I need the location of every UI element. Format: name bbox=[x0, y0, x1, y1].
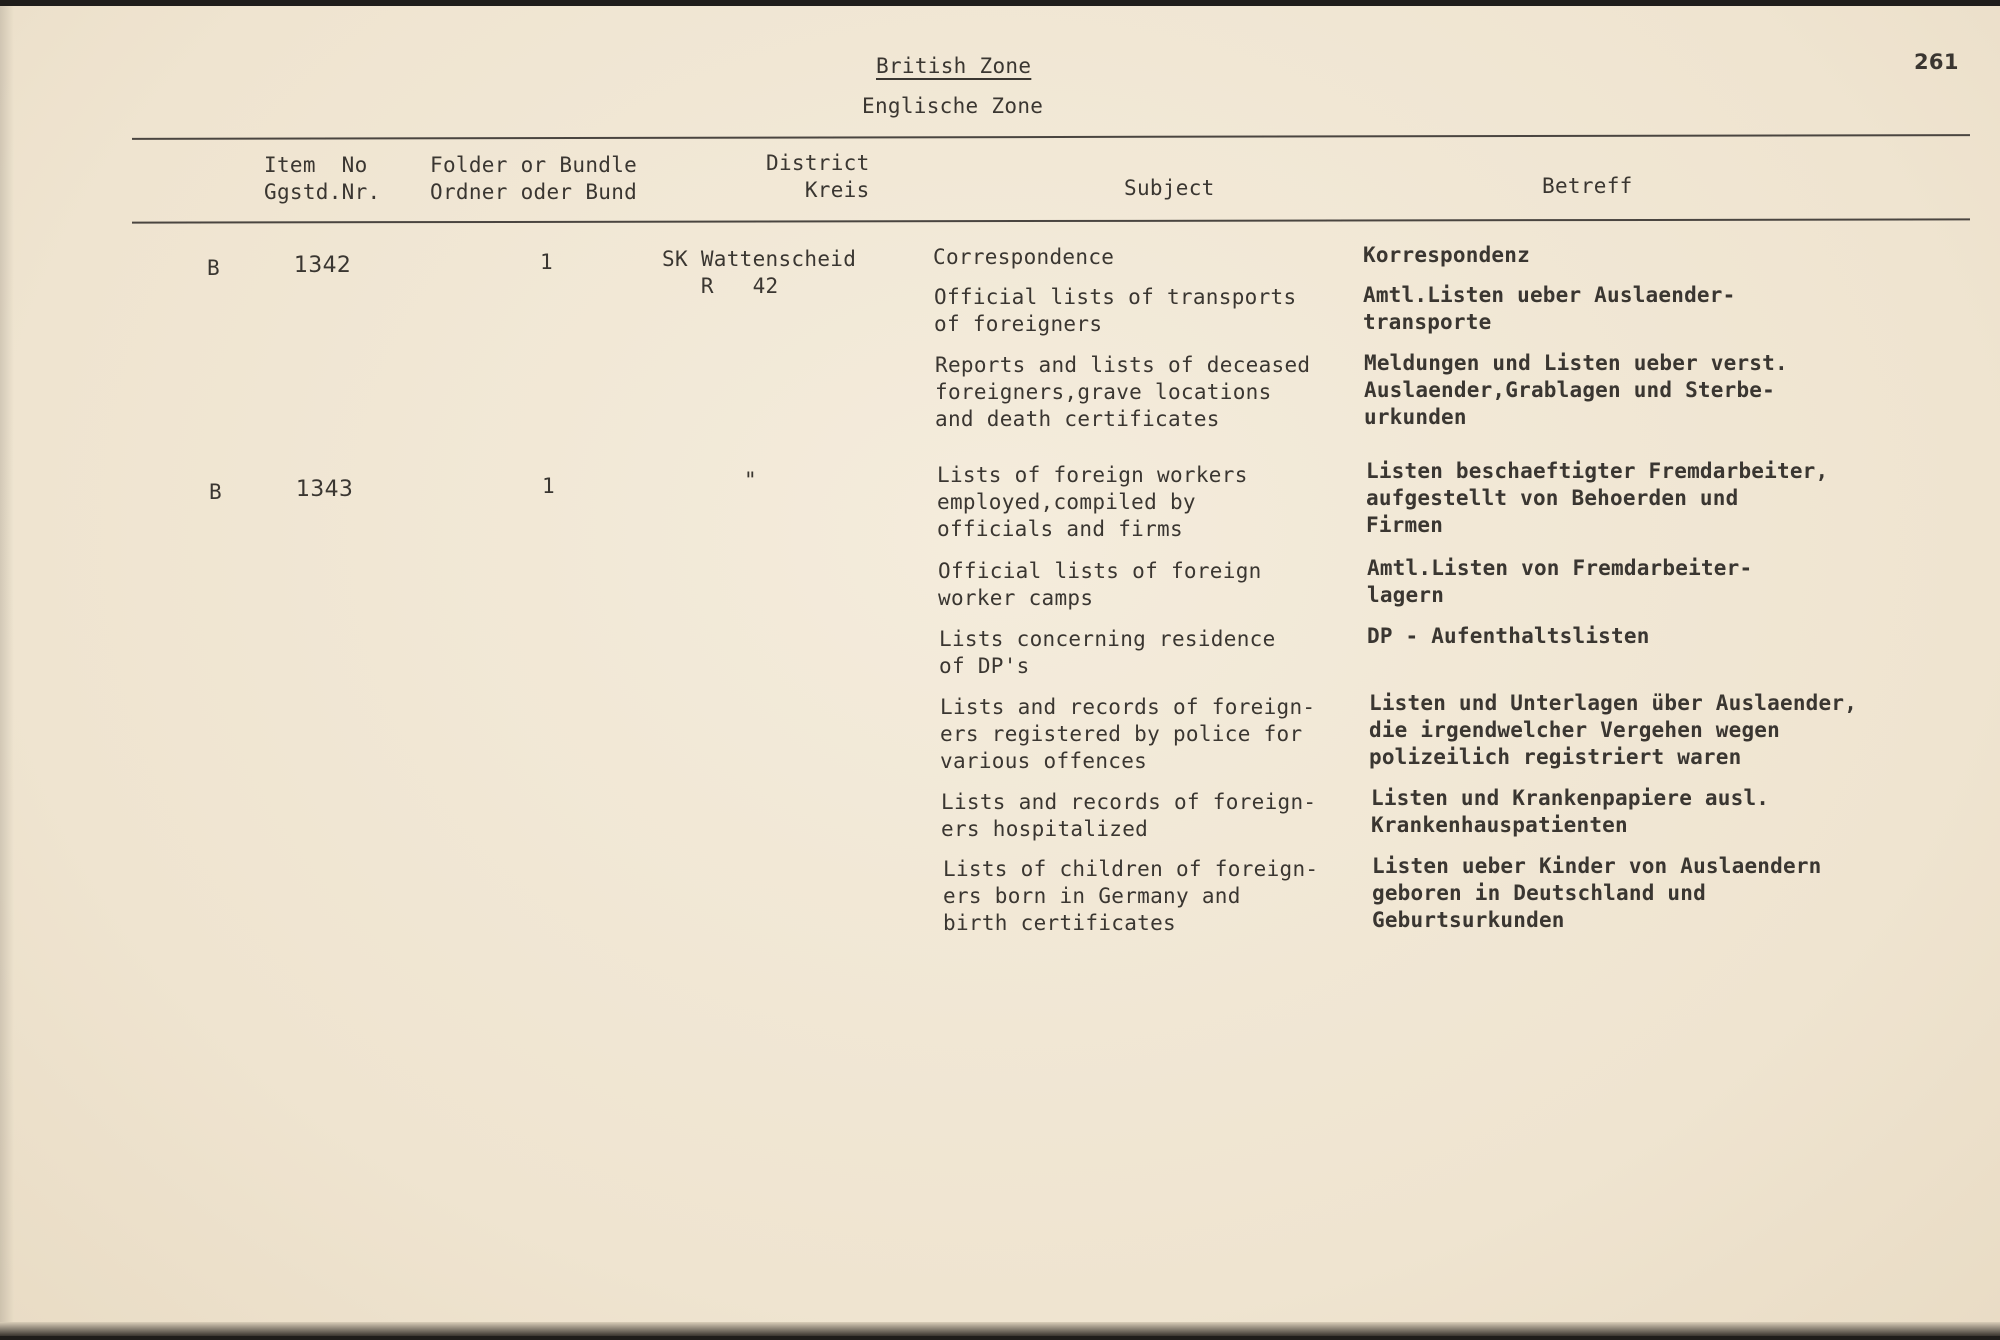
row-1343-betreff-6: Listen ueber Kinder von Auslaendern geboren in Deutschland und Geburtsurkunden bbox=[1372, 854, 1822, 932]
row-1343-item-no: 1343 bbox=[296, 477, 354, 502]
row-1342-folder: 1 bbox=[540, 250, 553, 274]
row-1342-subject-3: Reports and lists of deceased foreigners,grave locations and death certificates bbox=[935, 353, 1311, 431]
row-1343-betreff-2: Amtl.Listen von Fremdarbeiter- lagern bbox=[1367, 556, 1753, 607]
row-1343-subject-5: Lists and records of foreign- ers hospitalized bbox=[941, 790, 1317, 841]
page-edge-shadow bbox=[0, 6, 14, 1324]
row-1343-betreff-1: Listen beschaeftigter Fremdarbeiter, aufgestellt von Behoerden und Firmen bbox=[1366, 459, 1829, 537]
row-1342-prefix: B bbox=[207, 256, 220, 280]
column-header-item-no: Item No Ggstd.Nr. bbox=[264, 153, 381, 204]
row-1342-item-no: 1342 bbox=[294, 253, 352, 278]
header-bottom-rule bbox=[132, 218, 1970, 223]
row-1343-subject-2: Official lists of foreign worker camps bbox=[938, 559, 1262, 610]
title-british-zone: British Zone bbox=[876, 54, 1032, 78]
title-englische-zone: Englische Zone bbox=[862, 94, 1044, 118]
column-header-district: District Kreis bbox=[766, 151, 870, 202]
row-1342-betreff-2: Amtl.Listen ueber Auslaender- transporte bbox=[1363, 283, 1736, 334]
row-1342-subject-2: Official lists of transports of foreigners bbox=[934, 285, 1297, 336]
row-1342-subject-1: Correspondence bbox=[933, 245, 1115, 269]
row-1342-betreff-1: Korrespondenz bbox=[1363, 243, 1530, 267]
row-1342-district: SK Wattenscheid R 42 bbox=[662, 247, 857, 298]
row-1342-betreff-3: Meldungen und Listen ueber verst. Auslaender,Grablagen und Sterbe- urkunden bbox=[1364, 351, 1788, 429]
page-number: 261 bbox=[1914, 50, 1959, 74]
row-1343-betreff-3: DP - Aufenthaltslisten bbox=[1367, 624, 1650, 648]
row-1343-subject-6: Lists of children of foreign- ers born in Germany and birth certificates bbox=[943, 857, 1319, 935]
row-1343-folder: 1 bbox=[542, 474, 555, 498]
column-header-folder: Folder or Bundle Ordner oder Bund bbox=[430, 153, 638, 204]
header-top-rule bbox=[132, 134, 1970, 140]
row-1343-betreff-4: Listen und Unterlagen über Auslaender, die irgendwelcher Vergehen wegen polizeilich registriert waren bbox=[1369, 691, 1858, 769]
page-bottom-edge bbox=[0, 1322, 2000, 1336]
row-1343-prefix: B bbox=[209, 480, 222, 504]
row-1343-betreff-5: Listen und Krankenpapiere ausl. Krankenhauspatienten bbox=[1371, 786, 1770, 837]
row-1343-subject-3: Lists concerning residence of DP's bbox=[939, 627, 1276, 678]
column-header-betreff: Betreff bbox=[1542, 174, 1633, 198]
row-1343-district-ditto: " bbox=[744, 468, 757, 492]
row-1343-subject-1: Lists of foreign workers employed,compiled by officials and firms bbox=[937, 463, 1248, 541]
column-header-subject: Subject bbox=[1124, 176, 1215, 200]
document-page bbox=[0, 6, 2000, 1324]
row-1343-subject-4: Lists and records of foreign- ers registered by police for various offences bbox=[940, 695, 1316, 773]
